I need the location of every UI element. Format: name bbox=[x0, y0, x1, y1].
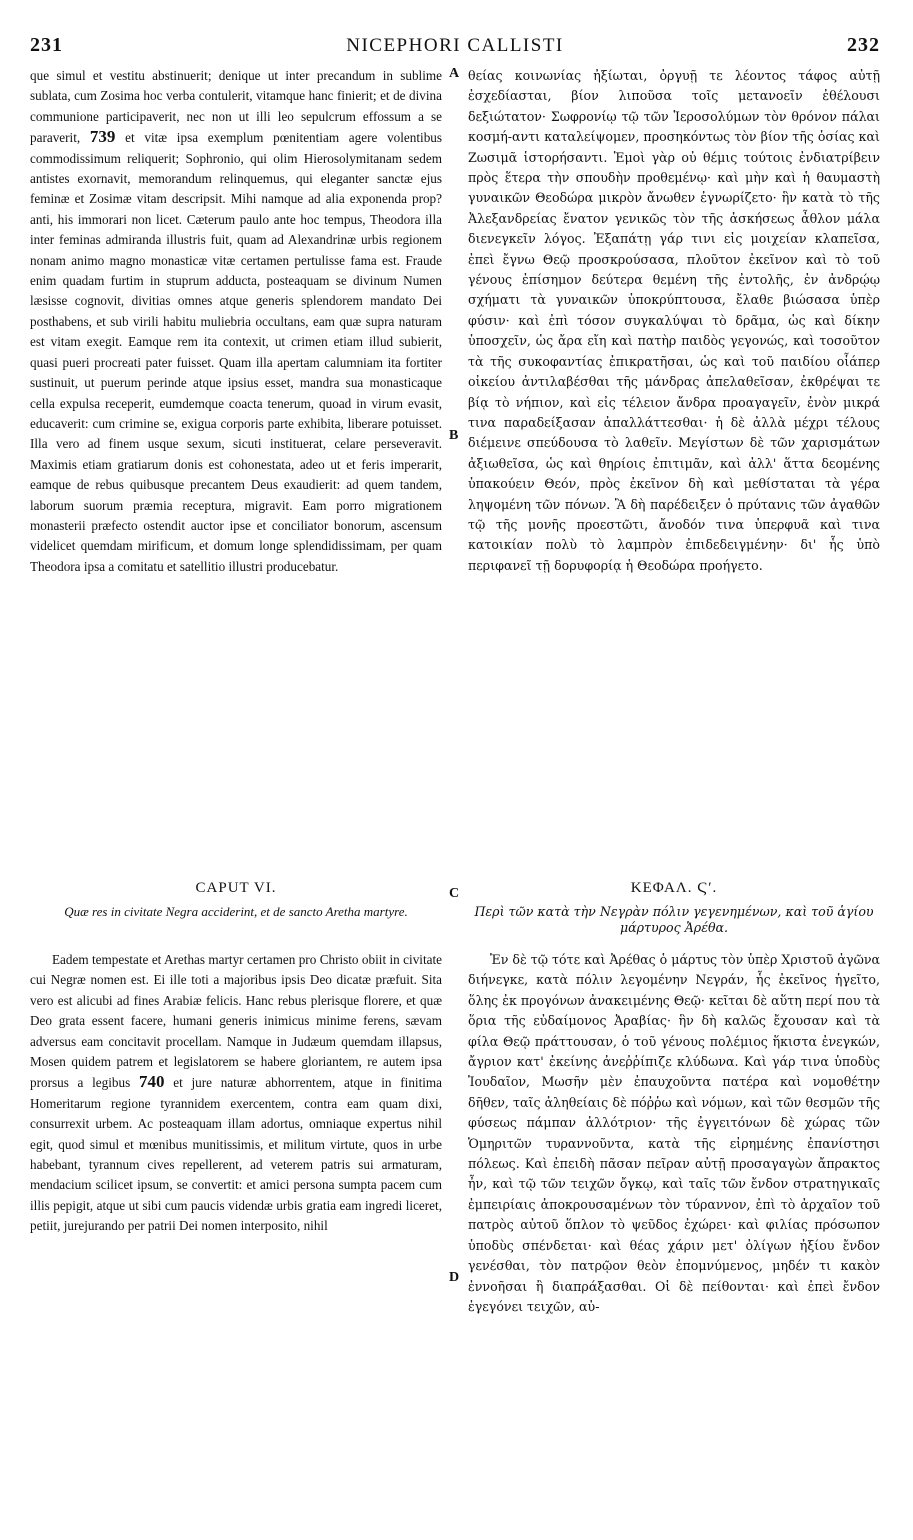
margin-marker-d: D bbox=[449, 1270, 460, 1285]
latin-chapter-paragraph-2: et jure naturæ abhorrentem, atque in finitima Homeritarum regione tyrannidem exercentem, contra eam quam dixi, consurrexit urbem. Ac posteaquam illam adortus, omniaque expertus nihil egit, quod simul et mœnibus munitissimis, et militum virtute, quos in urbe habebant, tyrannum cives repellerent, ad veterem patris sui armaturam, mendacium scilicet ipsum, se convertit: et amici persona sumpta pacem cum illis pepigit, atque ut sibi cum paucis videndæ urbis gratia eam ingredi liceret, petiit, jurejurando per patrii Dei nomen interposito, nihil bbox=[30, 1075, 442, 1234]
running-header bbox=[30, 34, 880, 60]
page-number-left: 231 bbox=[30, 34, 63, 56]
margin-marker-b: B bbox=[449, 428, 459, 443]
margin-marker-c: C bbox=[449, 886, 460, 901]
column-number-740: 740 bbox=[138, 1072, 165, 1092]
greek-column-chapter bbox=[468, 950, 880, 1525]
latin-paragraph-1: que simul et vestitu abstinuerit; denique ut inter precandum in sublime sublata, cum Zosima hoc verba contulerit, vitamque hanc finierit; et de divina communione participaverit, nec non ut illi leo sepulcrum effossum a se paraverit, bbox=[30, 68, 442, 146]
running-title: NICEPHORI CALLISTI bbox=[346, 35, 564, 56]
chapter-title-latin: CAPUT VI. bbox=[195, 880, 277, 896]
latin-full-width-continuation bbox=[30, 757, 880, 865]
chapter-subtitle-latin: Quæ res in civitate Negra acciderint, et de sancto Aretha martyre. bbox=[64, 904, 408, 919]
latin-paragraph-2: et vitæ ipsa exemplum pœnitentiam agere volentibus commodissimum reliquerit; Sophronio, qui olim Hierosolymitanam sedem antistes exornavit, memorandum relinquemus, qui eleganter sanctæ ejus feminæ et Zosimæ vitam descripsit. Mihi namque ad alia exponenda prop?anti, his immorari non licet. Cæterum paulo ante hoc tempus, Theodora illa inter feminas admiranda illustris fuit, quam ad Alexandrinæ urbis regionem nonam animo magno monasticæ vitæ certamen pertulisse fama est. Fraude enim quadam furtim in stuprum adducta, posteaquam se divinum Numen læsisse cognovit, divitias omnes atque generis splendorem mandato Dei posthabens, et sub virili habitu muliebria occultans, eam quæ supra naturam est vitam exegit. Eamque rem ita contexit, ut crimen etiam illud subierit, quasi pueri procreati pater fuisset. Quam illa apertam calumniam ita fortiter sustinuit, ut puerum perinde atque ipsius esset, mandra sua monasticaque cella expulsa receperit, eumdemque coacta tenerum, quoad in virum evasit, educaverit: cum crimine se, exigua corporis parte exhibita, liberare potuisset. Illa vero ad finem usque sexum, sicuti instituerat, celare perseveravit. Maximis etiam gratiarum donis est cohonestata, adeo ut et feris imperarit, eamque de rebus quibusque precantem Deus exaudierit: ad quem tandem, laborum suorum præmia receptura, migravit. Eam porro migrationem monasterii præfecto ostendit auctor ipse et conciliator bonorum, ascensum videlicet quemdam mirificum, et domum longe splendidissimam, per quam Theodora ipsa a comitatu et satellitio illustri producebatur. bbox=[30, 130, 442, 574]
greek-paragraph-top: θείας κοινωνίας ἠξίωται, ὀργυῇ τε λέοντος τάφος αὐτῇ ἐσχεδίασται, βίον λιποῦσα τοῖς μετανοεῖν ἐθέλουσι δεξιώτατον· Σωφρονίῳ τῷ τῶν Ἱεροσολύμων τὸν θρόνον πάλαι κοσμή-αντι καταλείψομεν, προσηκόντως τὸν βίον τῆς ὁσίας καὶ Ζωσιμᾶ ἱστορήσαντι. Ἐμοὶ γὰρ οὐ θέμις τούτοις ἐνδιατρίβειν πρὸς ἕτερα τὴν σπουδὴν προθεμένῳ· καὶ μὴν καὶ ἡ θαυμαστὴ γυναικῶν Θεοδώρα μικρὸν ἄνωθεν ἐγνωρίζετο· ἣν κατὰ τὸ τῆς Ἀλεξανδρείας ἔνατον γενικῶς τὸν τῆς ἀσκήσεως ἆθλον μάλα διενεγκεῖν λόγος. Ἐξαπάτῃ γάρ τινι εἰς μοιχείαν κλαπεῖσα, ἐπεὶ ἔγνω Θεῷ προσκρούσασα, πλοῦτον ἐκεῖνον καὶ τὸ τοῦ γένους ἐπίσημον δεύτερα θεμένη τῆς ἐντολῆς, ἐν ἀνδρῴῳ σχήματι τὰ γυναικῶν ὑποκρύπτουσα, ἔλαθε βιώσασα ὑπὲρ φύσιν· καὶ ἐπὶ τόσον συγκαλύψαι τὸ δρᾶμα, ὡς καὶ δίκην ὑποσχεῖν, ὡς ἄρα εἴη καὶ πατὴρ παιδὸς γεγονώς, καὶ τοσοῦτον τὰ τῆς συκοφαντίας ἐπικρατῆσαι, ὡς καὶ τοῦ παιδίου οἷάπερ οἰκείου ἀντιλαβέσθαι τῆς μάνδρας ἀπελαθεῖσαν, ἐκθρέψαι τε βίᾳ τὸ νήπιον, καὶ εἰς τέλειον ἄνδρα προαγαγεῖν, ἐνὸν μικρά τινα παραδείξασαν ἀπαλλάττεσθαι· ἡ δὲ ἀλλὰ μέχρι τέλους διέμεινε σπεύδουσα τὸ λαθεῖν. Μεγίστων δὲ τῶν χαρισμάτων ἀξιωθεῖσα, ὡς καὶ θηρίοις ἐπιτιμᾶν, καὶ ἀλλ' ἅττα δεομένης ὑπακούειν Θεόν, πρὸς ἐκεῖνον δὴ καὶ μεθίσταται τὰ γέρα ληψομένη τῶν πόνων. Ἃ δὴ παρέδειξεν ὁ πρύτανις τῶν ἀγαθῶν τῷ τῆς μονῆς προεστῶτι, ἄνοδόν τινα ὑπερφυᾶ καὶ τινα κατοικίαν πολὺ τὸ λαμπρὸν ἐπιδεδειγμένην· δι' ἧς ὑπὸ περιφανεῖ τῇ δορυφορίᾳ ἡ Θεοδώρα προήγετο. bbox=[468, 68, 880, 573]
greek-chapter-paragraph: Ἐν δὲ τῷ τότε καὶ Ἀρέθας ὁ μάρτυς τὸν ὑπὲρ Χριστοῦ ἀγῶνα διήνεγκε, κατὰ πόλιν λεγομένην Νεγράν, ἧς ἐκεῖνος ἡγεῖτο, ὅλης ἐκ προγόνων ἀνακειμένης Θεῷ· κεῖται δὲ αὕτη περί που τὰ ὅρια τῆς εὐδαίμονος Ἀραβίας· ἣν δὴ καλῶς ἔχουσαν καὶ τὰ φίλα Θεῷ πράττουσαν, ὁ τοῦ γένους πολέμιος ἥκιστα ἐνεγκών, ἄγριον κατ' ἐκείνης ἀνεῤῥίπιζε κλύδωνα. Καὶ γάρ τινα ὑποδὺς Ἰουδαῖον, Μωσῆν μὲν ἐπαυχοῦντα πατέρα καὶ νομοθέτην δῆθεν, ταῖς ἀληθείαις δὲ πόῤῥω καὶ νόμων, καὶ τῶν θεσμῶν τῆς φύσεως πάμπαν ἀλλότριον· τῆς ἐγγειτόνων δὲ χώρας τῶν Ὁμηριτῶν τυραννοῦντα, κατὰ τῆς εἰρημένης ἐπανίστησι πόλεως. Καὶ ἐπειδὴ πᾶσαν πεῖραν αὐτῇ προσαγαγὼν ἄπρακτος ἦν, καὶ τῷ τῶν τειχῶν ὄγκῳ, καὶ ταῖς τῶν ἔνδον στρατηγικαῖς ἐμπειρίαις ἀποκρουσαμένων τὸν τύραννον, ἐπὶ τὸ ἀρχαῖον τοῦ πατρὸς αὐτοῦ ὅπλον τὸ ψεῦδος ἐχώρει· καὶ φιλίας πρόσωπον ὑποδὺς σπένδεται· καὶ θέας χάριν μετ' ὀλίγων ἠξίου ἔνδον γενέσθαι, τὸν πατρῷον θεὸν ἐπομνύμενος, μηδέν τι κακὸν ἐννοῆσαι ἢ διαπράξασθαι. Οἱ δὲ πείθονται· καὶ ἐπεὶ ἔνδον ἐγεγόνει τειχῶν, αὐ- bbox=[468, 952, 880, 1314]
column-number-739: 739 bbox=[89, 127, 116, 147]
latin-column-chapter bbox=[30, 950, 442, 1525]
latin-column-top bbox=[30, 66, 442, 752]
page-number-right: 232 bbox=[847, 34, 880, 56]
margin-marker-a: A bbox=[449, 66, 460, 81]
latin-chapter-paragraph-1: Eadem tempestate et Arethas martyr certamen pro Christo obiit in civitate cui Negræ nomen est. Ei ille toti a majoribus ipsis Deo dicatæ præfuit. Sita vero est alicubi ad fines Arabiæ felicis. Hanc rebus plerisque florere, et quæ Deo grata essent facere, humani generis inimicus minime ferens, sævam adversus eam concitavit procellam. Namque in Judæum quemdam illapsus, Mosen quidem patrem et legislatorem se habere gloriantem, re autem ipsa prorsus a legibus bbox=[30, 952, 442, 1091]
chapter-title-greek: ΚΕΦΑΛ. Ϛʹ. bbox=[630, 880, 718, 896]
chapter-subtitle-greek: Περὶ τῶν κατὰ τὴν Νεγρὰν πόλιν γεγενημένων, καὶ τοῦ ἁγίου μάρτυρος Ἀρέθα. bbox=[474, 904, 874, 935]
greek-column-top bbox=[468, 66, 880, 752]
